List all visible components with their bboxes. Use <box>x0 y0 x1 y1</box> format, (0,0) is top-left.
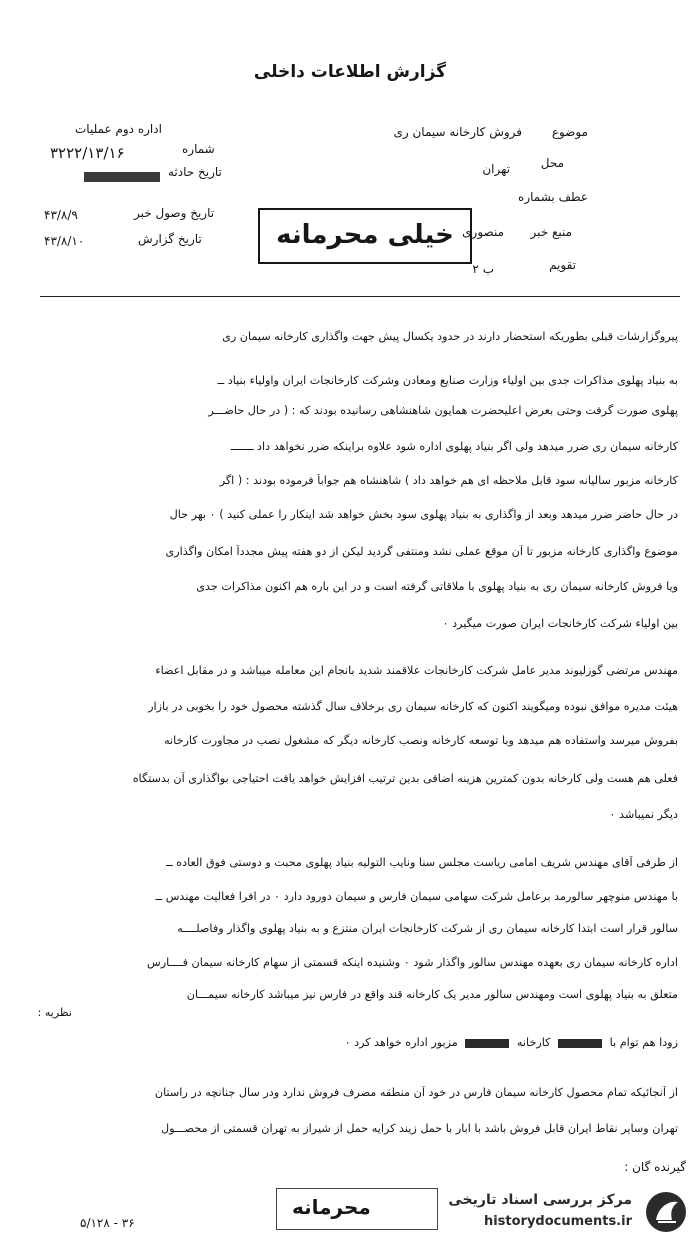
body-line: هیئت مدیره موافق نبوده ومیگویند اکنون که کارخانه سیمان ری برخلاف سال گذشته محصول خود را بخوبی در بازار <box>148 700 678 713</box>
body-line: ویا فروش کارخانه سیمان ری به بنیاد پهلوی با ملاقاتی گرفته است و در این باره هم اکنون مذاکرات جدی <box>196 580 678 593</box>
reference-label: عطف بشماره <box>518 190 588 204</box>
body-line: بفروش میرسد واستفاده هم میدهد وبا توسعه کارخانه ونصب کارخانه دیگر که مشغول نصب در مجاورت کارخانه <box>164 734 678 747</box>
report-date-label: تاریخ گزارش <box>138 232 202 246</box>
source-label: منبع خبر <box>530 225 572 239</box>
bottom-stamp: محرمانه <box>292 1195 371 1219</box>
number-label: شماره <box>182 142 215 156</box>
subject-value: فروش کارخانه سیمان ری <box>393 125 522 139</box>
redaction-mark <box>558 1039 602 1048</box>
body-line: کارخانه سیمان ری ضرر میدهد ولی اگر بنیاد پهلوی اداره شود علاوه براینکه ضرر نخواهد داد ـــــــ <box>230 440 678 453</box>
note-line <box>10 1036 678 1049</box>
watermark <box>444 1190 694 1234</box>
incident-date-redaction <box>84 172 160 182</box>
note-label: نظریه : <box>37 1006 72 1019</box>
archive-logo-icon <box>644 1190 688 1234</box>
note-text-after: مزبور اداره خواهد کرد ۰ <box>344 1036 458 1049</box>
footer-number: ۳۶ - ۵/۱۲۸ <box>80 1216 135 1230</box>
place-value: تهران <box>482 162 510 176</box>
body-line: از طرفی آقای مهندس شریف امامی ریاست مجلس سنا ونایب التولیه بنیاد پهلوی محبت و دوستی فوق العاده ــ <box>166 856 678 869</box>
body-line: تهران وسایر نقاط ایران قابل فروش باشد با ابار با حمل زیند کرایه حمل از شیراز به تهران قسمتی از محصـــول <box>160 1122 678 1135</box>
body-line: پهلوی صورت گرفت وحتی بعرض اعلیحضرت همایون شاهنشاهی رسانیده بودند که : ( در حال حاضـــر <box>208 404 678 417</box>
body-line: به بنیاد پهلوی مذاکرات جدی بین اولیاء وزارت صنایع ومعادن وشرکت کارخانجات ایران واولیاء بنیاد ــ <box>217 374 678 387</box>
note-text-before: زودا هم توام با <box>609 1036 678 1049</box>
rating-value: ب ۲ <box>472 262 494 276</box>
body-line: سالور قرار است ابتدا کارخانه سیمان ری از شرکت کارخانجات ایران منتزع و به بنیاد پهلوی واگذار وفاصلــــه <box>177 922 678 935</box>
body-line: کارخانه مزبور سالیانه سود قابل ملاحظه ای هم خواهد داد ) شاهنشاه هم جواباً فرموده بودند : ( اگر <box>219 474 678 487</box>
recipients-label: گیرنده گان : <box>624 1160 686 1174</box>
redaction-mark <box>465 1039 509 1048</box>
header-divider <box>40 296 680 297</box>
body-line: بین اولیاء شرکت کارخانجات ایران صورت میگیرد ۰ <box>442 617 678 630</box>
note-text-mid: کارخانه <box>516 1036 551 1049</box>
body-line: در حال حاضر ضرر میدهد وبعد از واگذاری به بنیاد پهلوی سود بخش خواهد شد اینکار را عملی کنید ) ۰ بهر حال <box>169 508 678 521</box>
report-date-value: ۴۳/۸/۱۰ <box>44 234 85 248</box>
place-label: محل <box>540 156 564 170</box>
body-line: اداره کارخانه سیمان ری بعهده مهندس سالور واگذار شود ۰ وشنیده اینکه قسمتی از سهام کارخانه سیمان فــــارس <box>147 956 678 969</box>
body-line: از آنجائیکه تمام محصول کارخانه سیمان فارس در خود آن منطقه مصرف فروش ندارد ودر سال جنانچه در راستان <box>154 1086 678 1099</box>
body-line: فعلی هم هست ولی کارخانه بدون کمترین هزینه اضافی بدین ترتیب افزایش خواهد یافت احتیاجی بواگذاری آن بدستگاه <box>132 772 678 785</box>
receipt-date-label: تاریخ وصول خبر <box>134 206 215 220</box>
report-title: گزارش اطلاعات داخلی <box>253 62 447 82</box>
body-line: دیگر نمیباشد ۰ <box>609 808 678 821</box>
number-value: ۳۲۲۲/۱۳/۱۶ <box>50 144 125 162</box>
body-line: متعلق به بنیاد پهلوی است ومهندس سالور مدیر یک کارخانه قند واقع در فارس نیز میباشد کارخانه سیمـــان <box>186 988 678 1001</box>
watermark-line1: مرکز بررسی اسناد تاریخی <box>448 1192 632 1208</box>
receipt-date-value: ۴۳/۸/۹ <box>44 208 78 222</box>
incident-date-label: تاریخ حادثه <box>168 165 222 179</box>
body-line: با مهندس منوچهر سالورمد برعامل شرکت سهامی سیمان فارس و سیمان دورود دارد ۰ در افرا فعالیت مهندس ــ <box>155 890 678 903</box>
source-value: منصوری <box>462 225 504 239</box>
department-label: اداره دوم عملیات <box>75 122 162 136</box>
watermark-line2: historydocuments.ir <box>483 1214 632 1229</box>
rating-label: تقویم <box>549 258 576 272</box>
body-line: پیروگزارشات قبلی بطوریکه استحضار دارند در حدود یکسال پیش جهت واگذاری کارخانه سیمان ری <box>222 330 678 343</box>
classification-stamp: خیلی محرمانه <box>258 208 472 264</box>
subject-label: موضوع <box>551 125 588 139</box>
body-line: موضوع واگذاری کارخانه مزبور تا آن موقع عملی نشد ومنتفی گردید لیکن از دو هفته پیش مجدداً امکان واگذاری <box>165 545 678 558</box>
body-line: مهندس مرتضی گوزلیوند مدیر عامل شرکت کارخانجات علاقمند شدید بانجام این معامله میباشد و در مقابل اعضاء <box>155 664 678 677</box>
